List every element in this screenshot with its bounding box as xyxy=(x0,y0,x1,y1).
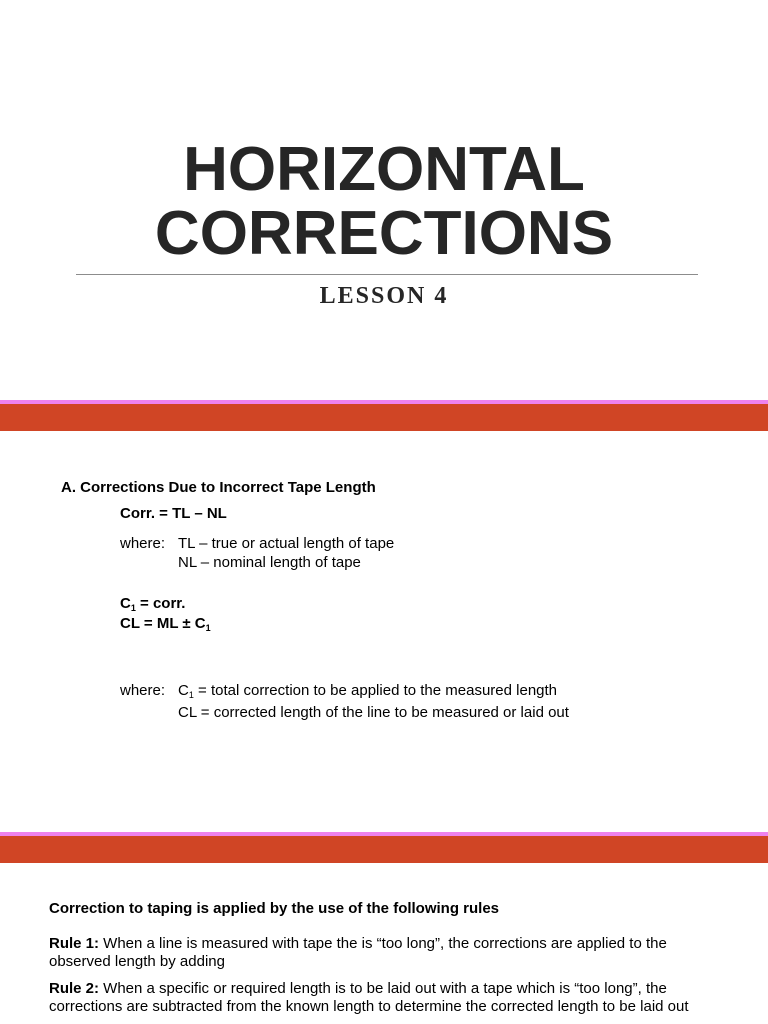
title-line-2: CORRECTIONS xyxy=(154,199,614,268)
slide-subtitle: LESSON 4 xyxy=(319,283,449,309)
band-red-stripe-2 xyxy=(0,836,768,863)
rules-intro: Correction to taping is applied by the use of the following rules xyxy=(49,900,500,917)
title-divider xyxy=(76,274,698,275)
c1-equation: $C_1$ = corr. xyxy=(120,595,186,613)
rule-1 xyxy=(49,935,729,971)
title-slide xyxy=(0,0,768,400)
cl-equation: CL = ML ± $C_1$ xyxy=(120,615,211,633)
rule-2-label: Rule 2: xyxy=(49,980,100,997)
correction-formula: Corr. = TL – NL xyxy=(120,505,227,522)
slide-title xyxy=(0,135,768,268)
title-line-1: HORIZONTAL xyxy=(183,135,585,204)
rule-1-label: Rule 1: xyxy=(49,935,100,952)
where-label: where: xyxy=(120,535,166,552)
section-heading: A. Corrections Due to Incorrect Tape Length xyxy=(61,479,376,496)
where-label-2: where: xyxy=(120,682,166,699)
c1-definition: $C_1$ = total correction to be applied to the measured length xyxy=(178,682,558,700)
rule-2-text: When a specific or required length is to be laid out with a tape which is “too long”, the corrections are subtracted from the known length to determine the corrected length to be laid out xyxy=(49,980,689,1015)
tl-definition: TL – true or actual length of tape xyxy=(178,535,395,552)
cl-definition: CL = corrected length of the line to be measured or laid out xyxy=(178,704,569,721)
slide-divider-band-2 xyxy=(0,832,768,863)
nl-definition: NL – nominal length of tape xyxy=(178,554,361,571)
band-red-stripe xyxy=(0,404,768,431)
rule-2 xyxy=(49,980,729,1016)
slide-divider-band xyxy=(0,400,768,431)
rule-1-text: When a line is measured with tape the is “too long”, the corrections are applied to the observed length by adding xyxy=(49,935,667,970)
